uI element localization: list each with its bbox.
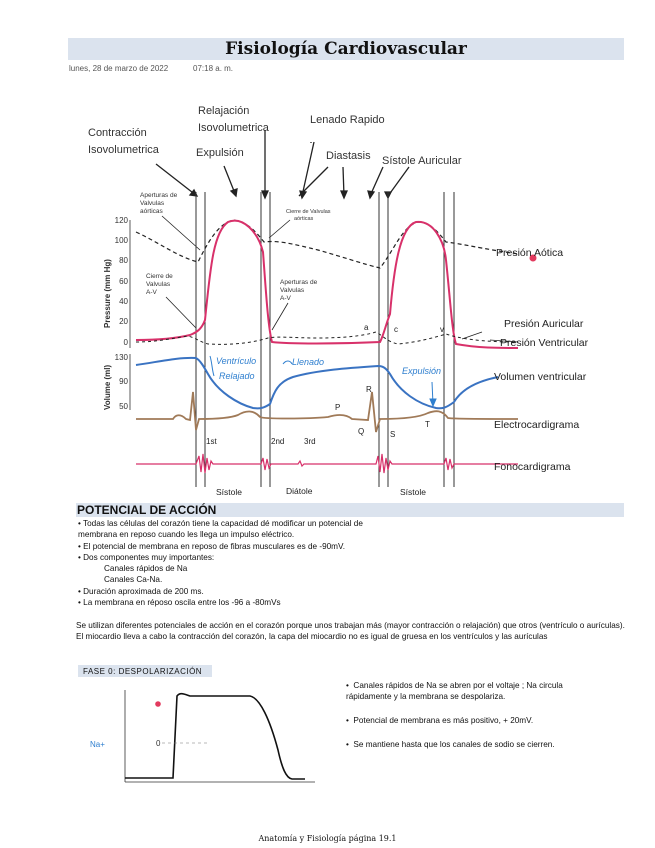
pressure-tick: 120 — [114, 216, 128, 225]
annot-aperturas-av-2: Valvulas — [280, 287, 305, 294]
fase0-bullet-text: Se mantiene hasta que los canales de sodio se cierren. — [353, 740, 555, 749]
fase0-diagram — [80, 680, 320, 790]
handwritten-notes — [216, 356, 441, 381]
annot-cierre-aorticas-1: Cierre de Valvulas — [286, 209, 331, 215]
hw-ventriculo: Ventrículo — [216, 356, 257, 366]
label-relajacion-1: Relajación — [198, 105, 250, 117]
fase0-bullet: • Canales rápidos de Na se abren por el voltaje ; Na circula rápidamente y la membrana se despolariza. — [346, 681, 563, 701]
annot-aperturas-aorticas-2: Valvulas — [140, 200, 165, 207]
wave-letter-T: T — [425, 420, 430, 429]
annot-aperturas-av-1: Aperturas de — [280, 279, 318, 286]
page-title: Fisiología Cardiovascular — [225, 39, 467, 59]
pressure-tick: 80 — [119, 256, 128, 265]
wiggers-diagram — [78, 92, 624, 502]
pressure-tick: 100 — [114, 236, 128, 245]
label-volumen-ventricular: Volumen ventricular — [494, 371, 587, 383]
pressure-ticks — [115, 216, 129, 347]
bullet-item: • Duración aproximada de 200 ms. — [78, 586, 204, 596]
label-sistole-auricular: Sístole Auricular — [382, 155, 462, 167]
label-diastasis: Diastasis — [326, 150, 371, 162]
action-potential-curve — [125, 694, 305, 779]
wave-letter-R: R — [366, 385, 372, 394]
fase0-bullets — [346, 680, 596, 763]
phono-curve — [136, 454, 518, 473]
fase0-bullet: • Se mantiene hasta que los canales de sodio se cierren. — [346, 740, 555, 749]
pressure-tick: 20 — [119, 317, 128, 326]
annot-pointer-1 — [162, 216, 200, 250]
annot-pointer-3 — [166, 297, 196, 328]
label-lenado: Lenado Rapido — [310, 114, 385, 126]
hw-expulsion: Expulsión — [402, 366, 442, 376]
label-presion-ventricular: Presión Ventricular — [500, 337, 589, 349]
pressure-tick: 60 — [119, 277, 128, 286]
wave-letter-a: a — [364, 323, 369, 332]
bullet-item: • Dos componentes muy importantes: — [78, 552, 215, 562]
note-date: lunes, 28 de marzo de 2022 — [69, 64, 169, 73]
annot-cierre-av-1: Cierre de — [146, 273, 173, 280]
annot-aperturas-aorticas-1: Aperturas de — [140, 192, 178, 199]
bullet-item: membrana en reposo cuando les llega un impulso eléctrico. — [78, 530, 295, 540]
label-expulsion: Expulsión — [196, 147, 244, 159]
red-dot-small — [155, 701, 161, 707]
annot-pointer-4 — [272, 303, 288, 330]
label-contraccion-2: Isovolumetrica — [88, 144, 159, 156]
label-sistole-1: Sístole — [216, 487, 242, 497]
annot-cierre-av-2: Valvulas — [146, 281, 171, 288]
fase0-label: FASE 0: DESPOLARIZACIÓN — [83, 667, 203, 676]
volume-tick: 50 — [119, 402, 128, 411]
page-footer: Anatomía y Fisiología página 19.1 — [258, 834, 397, 843]
volume-ticks — [115, 353, 129, 411]
bullet-item: • El potencial de membrana en reposo de fibras musculares es de -90mV. — [78, 541, 345, 551]
label-presion-aortica: Presión Aótica — [496, 247, 564, 259]
pressure-axis-label: Pressure (mm Hg) — [103, 259, 112, 328]
potencial-paragraph: Se utilizan diferentes potenciales de acción en el corazón porque unos trabajan más (mayor contracción o relajación) que otros (ventrículo o aurículas). El miocardio lleva a cabo la contracción del corazón, la capa del miocardio no es igual de gruesa en los ventrículos y las aurículas — [76, 621, 625, 641]
bullet-item: • Todas las células del corazón tiene la capacidad dé modificar un potencial de — [78, 519, 363, 528]
potencial-bullets — [78, 518, 618, 608]
hw-llenado: Llenado — [292, 357, 325, 367]
volume-axis-label: Volume (ml) — [103, 364, 112, 410]
label-diatole: Diátole — [286, 486, 313, 496]
note-time: 07:18 a. m. — [193, 64, 234, 73]
label-contraccion-1: Contracción — [88, 127, 147, 139]
sound-third: 3rd — [304, 437, 316, 446]
annot-aperturas-aorticas-3: aórticas — [140, 208, 163, 215]
fase0-bullet-text: Potencial de membrana es más positivo, + 20mV. — [353, 716, 534, 725]
curve-labels — [494, 247, 589, 473]
label-electrocardiograma: Electrocardigrama — [494, 419, 580, 431]
wave-letter-v: v — [440, 325, 444, 334]
label-presion-auricular: Presión Auricular — [504, 318, 584, 330]
fase0-bullet-text: Canales rápidos de Na se abren por el voltaje ; Na circula rápidamente y la membrana se despolariza. — [346, 681, 563, 701]
label-relajacion-2: Isovolumetrica — [198, 122, 269, 134]
section-title: POTENCIAL DE ACCIÓN — [77, 503, 217, 517]
annot-cierre-aorticas-2: aórticas — [294, 216, 314, 222]
wave-letter-Q: Q — [358, 427, 365, 436]
sound-first: 1st — [206, 437, 217, 446]
wave-letter-P: P — [335, 403, 341, 412]
bullet-subitem: Canales Ca-Na. — [104, 575, 163, 585]
hw-relajado: Relajado — [219, 371, 255, 381]
label-fonocardiograma: Fonocardigrama — [494, 461, 571, 473]
ventricular-pressure-curve — [136, 221, 518, 348]
fase0-bullet: • Potencial de membrana es más positivo, + 20mV. — [346, 716, 534, 725]
annot-pointer-2 — [269, 220, 290, 238]
phase-lines — [196, 192, 454, 487]
na-label: Na+ — [90, 740, 105, 749]
zero-label: 0 — [156, 739, 161, 748]
pressure-tick: 40 — [119, 297, 128, 306]
volume-tick: 130 — [114, 353, 128, 362]
wave-letter-S: S — [390, 430, 396, 439]
phase-arrows — [156, 130, 409, 198]
bottom-labels — [216, 486, 426, 497]
bullet-item: • La membrana en réposo oscila entre los -96 a -80mVs — [78, 598, 281, 608]
bullet-subitem: Canales rápidos de Na — [104, 564, 188, 574]
annot-aperturas-av-3: A-V — [280, 295, 291, 302]
label-sistole-2: Sístole — [400, 487, 426, 497]
ecg-curve — [136, 392, 518, 432]
annot-cierre-av-3: A-V — [146, 289, 157, 296]
pressure-tick: 0 — [123, 338, 128, 347]
volume-tick: 90 — [119, 377, 128, 386]
sound-second: 2nd — [271, 437, 285, 446]
wave-letter-c: c — [394, 325, 398, 334]
